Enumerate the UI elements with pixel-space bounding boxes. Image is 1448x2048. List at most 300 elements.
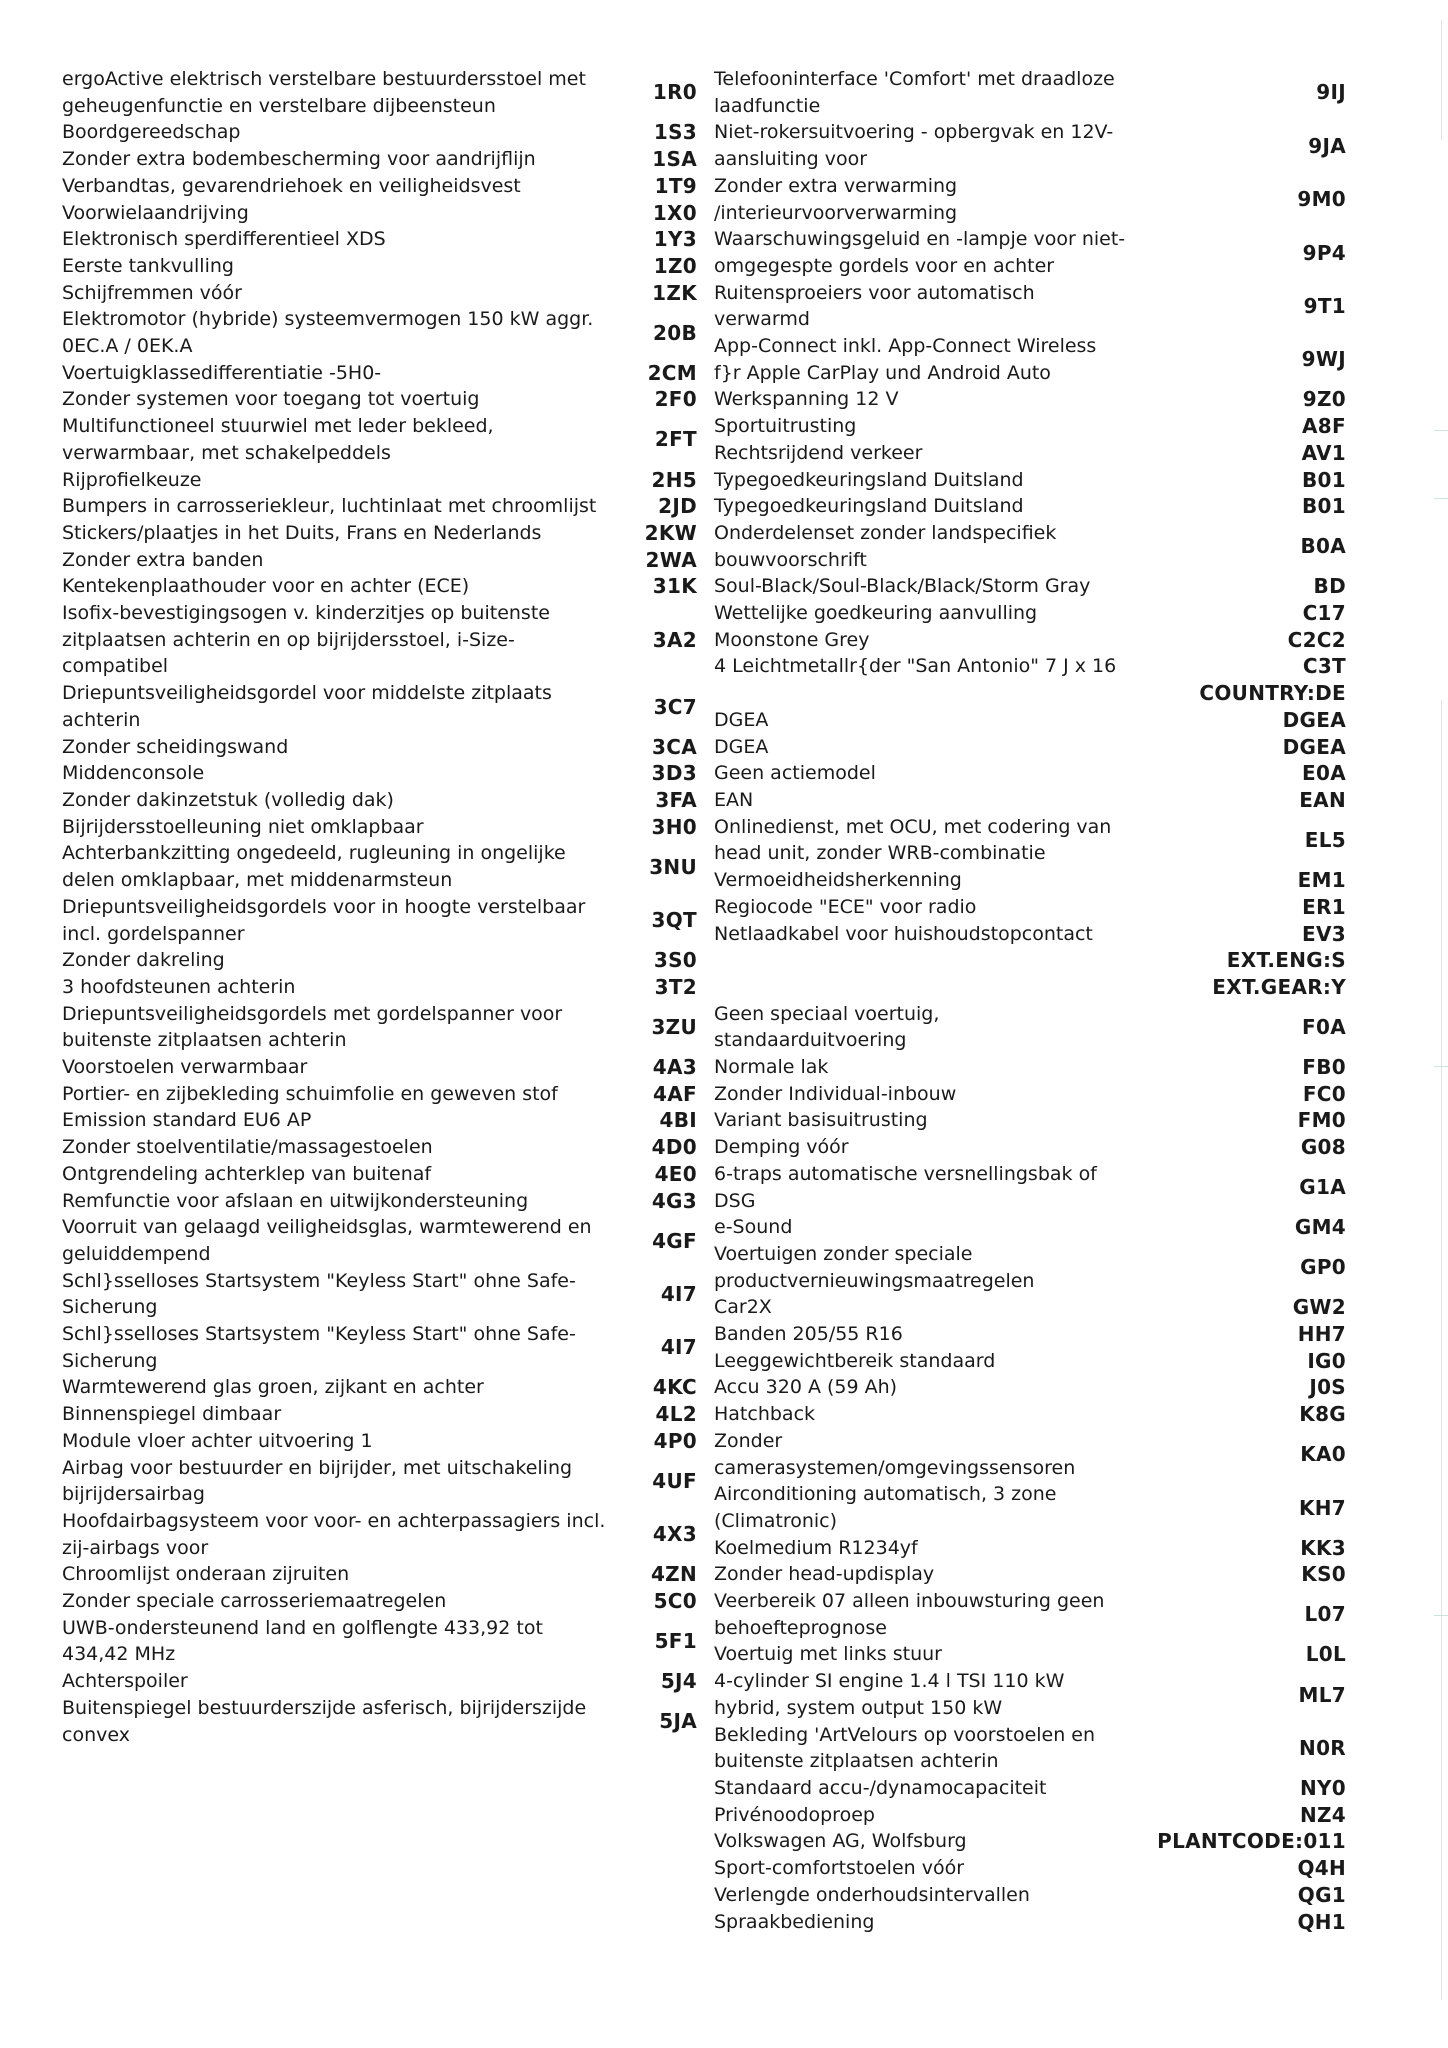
option-description: Voorstoelen verwarmbaar	[62, 1056, 308, 1079]
scan-edge-tick	[1434, 430, 1448, 431]
option-description: Multifunctioneel stuurwiel met leder bekleed, verwarmbaar, met schakelpeddels	[62, 415, 494, 464]
option-description: ergoActive elektrisch verstelbare bestuurdersstoel met geheugenfunctie en verstelbare dijbeensteun	[62, 68, 586, 117]
option-description: Warmtewerend glas groen, zijkant en achter	[62, 1376, 484, 1399]
option-description: Koelmedium R1234yf	[714, 1536, 918, 1559]
option-code: 1S3	[653, 120, 697, 145]
option-description: Car2X	[714, 1296, 772, 1319]
option-row	[714, 1828, 1346, 1855]
option-code: 4L2	[655, 1402, 697, 1427]
option-description: Ruitensproeiers voor automatisch verwarmd	[714, 281, 1035, 331]
option-description: Accu 320 A (59 Ah)	[714, 1376, 898, 1399]
option-description: Banden 205/55 R16	[714, 1323, 903, 1346]
option-code: 9Z0	[1302, 387, 1346, 412]
option-description: EAN	[714, 788, 754, 811]
option-row	[714, 1428, 1346, 1481]
option-code: C2C2	[1287, 627, 1346, 652]
option-code: K8G	[1299, 1402, 1346, 1427]
option-description: Standaard accu-/dynamocapaciteit	[714, 1777, 1047, 1799]
option-code: COUNTRY:DE	[1199, 681, 1346, 706]
option-row	[62, 547, 697, 574]
option-description: Boordgereedschap	[62, 121, 241, 144]
option-row	[714, 119, 1346, 172]
option-code: B01	[1302, 494, 1346, 519]
option-code: 3CA	[652, 734, 697, 759]
option-row	[714, 1134, 1346, 1161]
option-code: ML7	[1298, 1682, 1346, 1707]
option-row	[714, 974, 1346, 1001]
option-code: EL5	[1304, 828, 1346, 853]
option-row	[62, 253, 697, 280]
option-row	[62, 280, 697, 307]
option-code: 4ZN	[650, 1562, 697, 1587]
scan-edge-tick	[1434, 1615, 1448, 1616]
option-code: 4AF	[653, 1081, 697, 1106]
option-code: BD	[1313, 574, 1346, 599]
option-code: QG1	[1297, 1882, 1346, 1907]
option-code: 2F0	[654, 387, 697, 412]
option-description: Zonder Individual-inbouw	[714, 1082, 957, 1105]
option-row	[62, 894, 697, 947]
option-code: C17	[1302, 601, 1346, 626]
option-code: 4D0	[651, 1135, 697, 1160]
option-code: C3T	[1302, 654, 1346, 679]
option-code: F0A	[1302, 1014, 1346, 1039]
option-description: Voertuigklassedifferentiatie -5H0-	[62, 361, 382, 384]
option-code: 4GF	[652, 1228, 697, 1253]
option-row	[714, 787, 1346, 814]
option-description: Schl}sselloses Startsystem "Keyless Start" ohne Safe-Sicherung	[62, 1269, 576, 1319]
option-row	[714, 600, 1346, 627]
option-row	[714, 226, 1346, 279]
option-code: 4P0	[653, 1428, 697, 1453]
option-code: 4BI	[659, 1108, 697, 1133]
option-row	[714, 680, 1346, 707]
option-description: Zonder extra verwarming /interieurvoorverwarming	[714, 174, 958, 224]
option-code: EV3	[1302, 921, 1346, 946]
option-code: 3ZU	[651, 1014, 697, 1039]
option-row	[714, 66, 1346, 119]
option-description: Verlengde onderhoudsintervallen	[714, 1883, 1030, 1906]
option-code: EM1	[1297, 868, 1346, 893]
option-description: Soul-Black/Soul-Black/Black/Storm Gray	[714, 575, 1091, 598]
option-code: 3D3	[651, 761, 697, 786]
option-description: Binnenspiegel dimbaar	[62, 1403, 282, 1426]
option-code: 3FA	[655, 787, 697, 812]
option-description: DGEA	[714, 708, 769, 731]
option-row	[714, 1775, 1346, 1802]
scan-edge-tick	[1434, 498, 1448, 499]
option-row	[714, 1348, 1346, 1375]
option-description: Bekleding 'ArtVelours op voorstoelen en buitenste zitplaatsen achterin	[714, 1723, 1096, 1773]
option-code: 9IJ	[1316, 80, 1346, 105]
option-code: 1T9	[654, 173, 697, 198]
option-description: Zonder scheidingswand	[62, 735, 289, 758]
option-row	[62, 1695, 697, 1748]
option-row	[714, 1401, 1346, 1428]
option-description: Voertuig met links stuur	[714, 1643, 942, 1666]
option-description: Zonder dakinzetstuk (volledig dak)	[62, 788, 394, 811]
option-description: Zonder head-updisplay	[714, 1563, 935, 1586]
option-description: Sport-comfortstoelen vóór	[714, 1857, 965, 1880]
option-description: Module vloer achter uitvoering 1	[62, 1429, 373, 1452]
option-row	[714, 1374, 1346, 1401]
option-code: 4UF	[652, 1468, 697, 1493]
option-code: EXT.GEAR:Y	[1212, 974, 1346, 999]
option-description: Zonder extra banden	[62, 548, 264, 571]
option-description: Schijfremmen vóór	[62, 281, 242, 304]
option-code: 9JA	[1308, 133, 1346, 158]
option-row	[62, 600, 697, 680]
option-description: Telefooninterface 'Comfort' met draadloze laadfunctie	[714, 68, 1115, 117]
option-code: 3C7	[653, 694, 697, 719]
option-row	[714, 1588, 1346, 1641]
option-code: 3A2	[652, 627, 697, 652]
option-description: Rechtsrijdend verkeer	[714, 441, 923, 464]
option-code: NY0	[1299, 1776, 1346, 1800]
option-row	[714, 333, 1346, 386]
option-row	[714, 1321, 1346, 1348]
option-description: Typegoedkeuringsland Duitsland	[714, 468, 1024, 491]
option-row	[714, 440, 1346, 467]
option-code: 1SA	[652, 147, 697, 172]
option-row	[62, 119, 697, 146]
option-row	[714, 1241, 1346, 1294]
option-description: Variant basisuitrusting	[714, 1109, 928, 1132]
option-code: 4I7	[660, 1281, 697, 1306]
option-row	[62, 360, 697, 387]
scan-edge-mark	[1441, 700, 1442, 2000]
option-code: HH7	[1297, 1322, 1346, 1347]
option-code: 9M0	[1297, 187, 1346, 212]
option-row	[714, 894, 1346, 921]
option-description: Wettelijke goedkeuring aanvulling	[714, 602, 1038, 625]
option-row	[714, 1001, 1346, 1054]
option-row	[62, 1321, 697, 1374]
option-code: B01	[1302, 467, 1346, 492]
option-description: Ontgrendeling achterklep van buitenaf	[62, 1162, 432, 1185]
option-description: Zonder dakreling	[62, 949, 225, 972]
option-code: 4I7	[660, 1335, 697, 1360]
option-code: QH1	[1297, 1909, 1346, 1934]
option-code: 5J4	[660, 1669, 697, 1694]
right-option-column	[714, 66, 1346, 1935]
option-row	[62, 1508, 697, 1561]
option-row	[62, 386, 697, 413]
option-row	[714, 1855, 1346, 1882]
option-row	[62, 840, 697, 893]
option-description: Chroomlijst onderaan zijruiten	[62, 1563, 350, 1586]
option-description: Zonder speciale carrosseriemaatregelen	[62, 1590, 447, 1613]
option-row	[714, 1054, 1346, 1081]
option-code: 9T1	[1303, 293, 1346, 318]
option-description: Geen speciaal voertuig, standaarduitvoering	[714, 1002, 940, 1052]
option-description: Zonder systemen voor toegang tot voertuig	[62, 388, 480, 411]
option-row	[714, 1214, 1346, 1241]
option-row	[62, 1054, 697, 1081]
option-row	[62, 1401, 697, 1428]
option-code: G08	[1300, 1135, 1346, 1160]
option-row	[62, 1588, 697, 1615]
option-description: Sportuitrusting	[714, 415, 857, 438]
option-row	[714, 467, 1346, 494]
option-description: Verbandtas, gevarendriehoek en veiligheidsvest	[62, 174, 521, 197]
option-description: Leeggewichtbereik standaard	[714, 1349, 996, 1372]
option-row	[714, 1294, 1346, 1321]
option-description: Waarschuwingsgeluid en -lampje voor niet-omgegespte gordels voor en achter	[714, 228, 1126, 277]
option-description: Elektromotor (hybride) systeemvermogen 150 kW aggr. 0EC.A / 0EK.A	[62, 308, 594, 358]
option-row	[714, 1668, 1346, 1721]
option-description: Hatchback	[714, 1403, 816, 1426]
option-code: KA0	[1300, 1442, 1346, 1467]
option-row	[714, 386, 1346, 413]
option-description: Netlaadkabel voor huishoudstopcontact	[714, 922, 1093, 945]
option-description: App-Connect inkl. App-Connect Wireless f}r Apple CarPlay und Android Auto	[714, 335, 1097, 384]
option-row	[62, 1428, 697, 1455]
option-description: Voorruit van gelaagd veiligheidsglas, warmtewerend en geluiddempend	[62, 1216, 592, 1265]
option-description: DGEA	[714, 735, 769, 758]
option-description: Emission standard EU6 AP	[62, 1109, 312, 1132]
option-code: 2WA	[645, 547, 697, 572]
option-code: N0R	[1299, 1735, 1346, 1760]
option-row	[62, 573, 697, 600]
option-row	[714, 814, 1346, 867]
option-row	[714, 1802, 1346, 1829]
option-row	[62, 306, 697, 359]
option-description: Voorwielaandrijving	[62, 201, 249, 224]
option-code: KH7	[1298, 1495, 1346, 1520]
option-description: Bijrijdersstoelleuning niet omklapbaar	[62, 815, 424, 838]
option-row	[62, 1001, 697, 1054]
option-description: Airconditioning automatisch, 3 zone (Climatronic)	[714, 1483, 1057, 1532]
option-description: Driepuntsveiligheidsgordel voor middelste zitplaats achterin	[62, 682, 552, 731]
option-code: GW2	[1292, 1295, 1346, 1320]
option-row	[714, 173, 1346, 226]
option-code: 3S0	[653, 948, 697, 973]
option-code: ER1	[1302, 894, 1346, 919]
option-code: L0L	[1305, 1642, 1346, 1667]
option-code: 3NU	[649, 854, 697, 879]
option-description: Niet-rokersuitvoering - opbergvak en 12V-aansluiting voor	[714, 121, 1114, 171]
option-code: E0A	[1302, 761, 1346, 786]
option-description: Elektronisch sperdifferentieel XDS	[62, 228, 386, 251]
option-row	[714, 493, 1346, 520]
option-description: Achterspoiler	[62, 1670, 188, 1693]
option-row	[714, 627, 1346, 654]
option-row	[714, 280, 1346, 333]
option-description: Bumpers in carrosseriekleur, luchtinlaat met chroomlijst	[62, 495, 597, 518]
option-code: 9WJ	[1301, 347, 1346, 372]
option-row	[714, 1481, 1346, 1534]
option-row	[62, 1561, 697, 1588]
option-code: 1Y3	[653, 227, 697, 252]
option-row	[62, 947, 697, 974]
option-description: Buitenspiegel bestuurderszijde asferisch, bijrijderszijde convex	[62, 1696, 587, 1746]
option-row	[62, 1161, 697, 1188]
option-code: IG0	[1307, 1348, 1346, 1373]
option-row	[62, 760, 697, 787]
option-row	[62, 146, 697, 173]
option-row	[62, 413, 697, 466]
option-description: Rijprofielkeuze	[62, 468, 202, 491]
option-row	[62, 787, 697, 814]
option-row	[714, 520, 1346, 573]
option-row	[714, 1909, 1346, 1936]
option-code: Q4H	[1297, 1856, 1346, 1881]
option-description: Normale lak	[714, 1056, 829, 1079]
option-row	[62, 1134, 697, 1161]
option-row	[62, 173, 697, 200]
option-row	[62, 1081, 697, 1108]
option-code: L07	[1304, 1602, 1346, 1627]
option-code: DGEA	[1282, 734, 1346, 759]
option-row	[714, 867, 1346, 894]
option-code: EAN	[1299, 787, 1346, 812]
option-code: J0S	[1309, 1375, 1346, 1400]
option-description: 3 hoofdsteunen achterin	[62, 975, 296, 998]
option-row	[62, 1268, 697, 1321]
option-code: 2FT	[654, 427, 697, 452]
option-row	[714, 1641, 1346, 1668]
option-row	[714, 921, 1346, 948]
option-description: Onderdelenset zonder landspecifiek bouwvoorschrift	[714, 521, 1057, 571]
option-code: 5C0	[653, 1589, 697, 1614]
option-description: Voertuigen zonder speciale productvernieuwingsmaatregelen	[714, 1242, 1035, 1292]
option-description: Driepuntsveiligheidsgordels met gordelspanner voor buitenste zitplaatsen achterin	[62, 1002, 563, 1052]
option-row	[62, 493, 697, 520]
option-code: GM4	[1294, 1215, 1346, 1240]
option-row	[714, 1722, 1346, 1775]
option-code: 20B	[653, 320, 697, 345]
option-row	[62, 1668, 697, 1695]
option-row	[62, 226, 697, 253]
option-row	[62, 974, 697, 1001]
option-row	[714, 1081, 1346, 1108]
option-row	[714, 1161, 1346, 1214]
option-row	[714, 947, 1346, 974]
option-description: Hoofdairbagsysteem voor voor- en achterpassagiers incl. zij-airbags voor	[62, 1509, 606, 1559]
option-description: Moonstone Grey	[714, 628, 870, 651]
option-description: Vermoeidheidsherkenning	[714, 869, 962, 892]
option-description: 6-traps automatische versnellingsbak of DSG	[714, 1162, 1097, 1212]
option-row	[62, 1188, 697, 1215]
option-description: Veerbereik 07 alleen inbouwsturing geen behoefteprognose	[714, 1590, 1105, 1639]
option-code: 2H5	[651, 467, 697, 492]
option-code: 4G3	[651, 1188, 697, 1213]
option-description: Onlinedienst, met OCU, met codering van head unit, zonder WRB-combinatie	[714, 815, 1112, 865]
option-code: 5F1	[654, 1629, 697, 1654]
option-code: 3QT	[651, 908, 697, 933]
option-code: 4X3	[652, 1522, 697, 1547]
option-description: Driepuntsveiligheidsgordels voor in hoogte verstelbaar incl. gordelspanner	[62, 895, 586, 945]
option-code: 4E0	[654, 1161, 697, 1186]
option-description: Middenconsole	[62, 762, 205, 785]
option-row	[714, 413, 1346, 440]
option-row	[714, 1535, 1346, 1562]
option-description: Airbag voor bestuurder en bijrijder, met uitschakeling bijrijdersairbag	[62, 1456, 573, 1506]
option-code: KK3	[1300, 1535, 1346, 1560]
option-row	[714, 760, 1346, 787]
option-row	[714, 1561, 1346, 1588]
option-description: 4-cylinder SI engine 1.4 l TSI 110 kW hybrid, system output 150 kW	[714, 1670, 1065, 1719]
option-row	[62, 1214, 697, 1267]
option-code: 1R0	[652, 80, 697, 105]
option-code: NZ4	[1299, 1802, 1346, 1827]
option-row	[62, 1107, 697, 1134]
option-description: Geen actiemodel	[714, 762, 876, 785]
option-code: 2CM	[647, 360, 697, 385]
option-code: 4KC	[652, 1375, 697, 1400]
option-description: Eerste tankvulling	[62, 254, 234, 277]
option-row	[714, 653, 1346, 680]
option-description: Spraakbediening	[714, 1910, 875, 1933]
option-row	[62, 200, 697, 227]
option-description: Kentekenplaathouder voor en achter (ECE)	[62, 575, 470, 598]
option-description: Privénoodoproep	[714, 1803, 875, 1826]
option-code: G1A	[1299, 1175, 1346, 1200]
option-description: Volkswagen AG, Wolfsburg	[714, 1830, 967, 1853]
option-description: Zonder camerasystemen/omgevingssensoren	[714, 1429, 1076, 1479]
scan-edge-tick	[1434, 1066, 1448, 1067]
scan-edge-mark	[1441, 20, 1442, 140]
option-row	[714, 734, 1346, 761]
option-code: 1Z0	[653, 253, 697, 278]
option-row	[62, 1615, 697, 1668]
option-description: Werkspanning 12 V	[714, 388, 899, 411]
option-row	[62, 1455, 697, 1508]
left-option-column	[62, 66, 697, 1748]
option-code: B0A	[1300, 534, 1346, 559]
option-description: Achterbankzitting ongedeeld, rugleuning in ongelijke delen omklapbaar, met middenarmsteun	[62, 842, 566, 892]
option-code: 9P4	[1302, 240, 1346, 265]
option-row	[714, 707, 1346, 734]
option-description: Typegoedkeuringsland Duitsland	[714, 495, 1024, 518]
option-description: Isofix-bevestigingsogen v. kinderzitjes op buitenste zitplaatsen achterin en op bijrijdersstoel, i-Size-compatibel	[62, 602, 550, 678]
option-code: 3H0	[651, 814, 697, 839]
option-description: Remfunctie voor afslaan en uitwijkondersteuning	[62, 1189, 529, 1212]
option-code: 1X0	[652, 200, 697, 225]
option-row	[714, 1882, 1346, 1909]
option-code: FC0	[1302, 1081, 1346, 1106]
option-code: 4A3	[652, 1055, 697, 1080]
option-description: Regiocode "ECE" voor radio	[714, 895, 977, 918]
option-description: Zonder stoelventilatie/massagestoelen	[62, 1136, 433, 1159]
option-code: 2JD	[658, 494, 697, 519]
option-code: 5JA	[659, 1709, 697, 1734]
option-code: 31K	[652, 574, 697, 599]
option-description: Stickers/plaatjes in het Duits, Frans en Nederlands	[62, 521, 542, 544]
option-row	[62, 520, 697, 547]
option-code: EXT.ENG:S	[1226, 948, 1346, 973]
option-row	[62, 467, 697, 494]
option-description: 4 Leichtmetallr{der "San Antonio" 7 J x 16	[714, 655, 1117, 678]
option-code: A8F	[1302, 414, 1346, 439]
option-row	[62, 66, 697, 119]
option-row	[62, 814, 697, 841]
option-description: Schl}sselloses Startsystem "Keyless Start" ohne Safe-Sicherung	[62, 1323, 576, 1372]
option-code: AV1	[1301, 440, 1346, 465]
option-code: FB0	[1302, 1055, 1346, 1080]
option-code: 1ZK	[652, 280, 697, 305]
option-description: Portier- en zijbekleding schuimfolie en geweven stof	[62, 1082, 558, 1105]
option-description: Demping vóór	[714, 1136, 849, 1159]
option-code: 3T2	[654, 974, 697, 999]
option-row	[714, 573, 1346, 600]
option-code: PLANTCODE:011	[1157, 1829, 1346, 1854]
option-code: FM0	[1297, 1108, 1346, 1133]
option-code: 2KW	[644, 520, 697, 545]
option-code: GP0	[1300, 1255, 1346, 1280]
option-row	[62, 734, 697, 761]
